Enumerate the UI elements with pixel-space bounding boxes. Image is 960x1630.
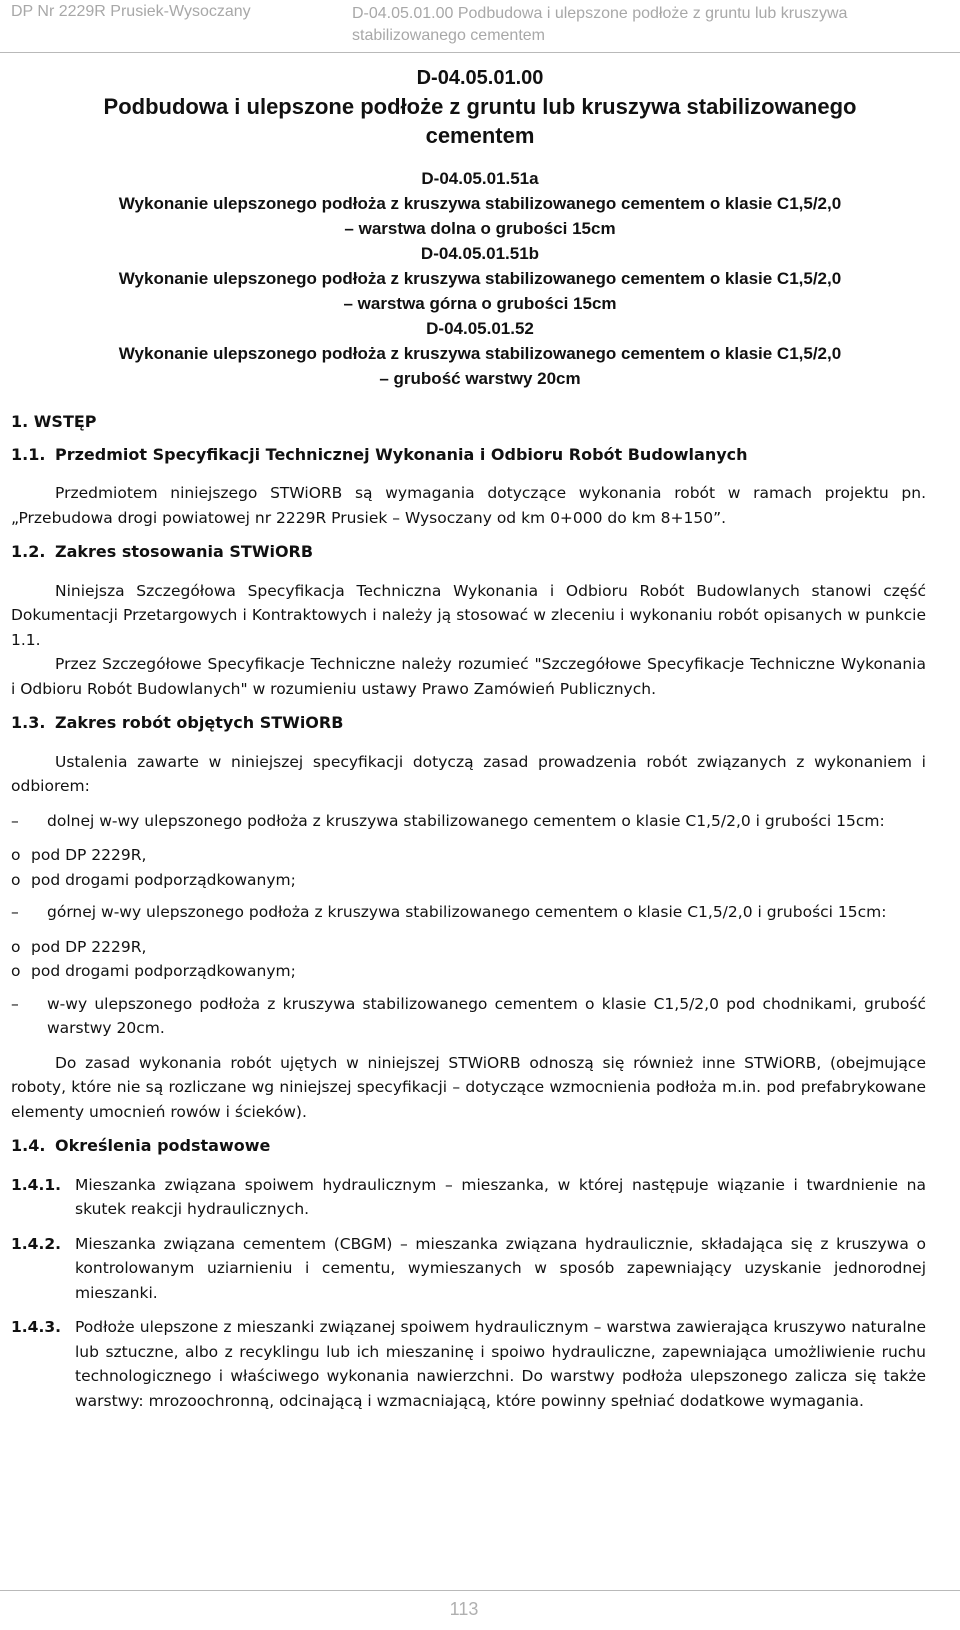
sub-list [11,935,926,984]
circle-bullet: o [11,846,21,864]
subsection-title: Określenia podstawowe [55,1136,271,1155]
list-item [11,992,926,1041]
header-spec-title [352,3,952,47]
subsection-number: 1.4. [11,1136,46,1155]
sub-spec-title: – warstwa dolna o grubości 15cm [344,219,616,238]
paragraph: Do zasad wykonania robót ujętych w niniejszej STWiORB odnoszą się również inne STWiORB, (obejmujące roboty, które nie są rozliczane wg niniejszej specyfikacji – dotyczące wzmocnienia podłoża m.in. pod prefabrykowane elementy umocnień rowów i ścieków). [11,1053,926,1121]
circle-bullet: o [11,962,21,980]
sub-spec-code: D-04.05.01.51b [420,244,540,263]
document-titles [0,64,960,391]
definition-text: Podłoże ulepszone z mieszanki związanej spoiwem hydraulicznym – warstwa zawierająca kruszywo naturalne lub sztuczne, albo z recyklingu lub ich mieszaninę i spoiwo hydrauliczne, zapewniająca umożliwienie ruchu technologicznego i właściwego wykonania nawierzchni. Do warstwy podłoża ulepszonego zalicza się także warstwy: mrozoochronną, odcinającą i wzmacniającą, które powinny spełniać dodatkowe wymagania. [75,1318,926,1410]
main-spec-title-line1: Podbudowa i ulepszone podłoże z gruntu lub kruszywa stabilizowanego [103,94,857,119]
definition-number: 1.4.1. [11,1175,62,1194]
sub-spec-title: Wykonanie ulepszonego podłoża z kruszywa stabilizowanego cementem o klasie C1,5/2,0 [118,194,842,213]
circle-bullet: o [11,937,21,956]
subsection-number: 1.2. [11,542,46,561]
sub-list-item [11,868,926,893]
subsection-number: 1.1. [11,444,46,464]
sub-list-item-text: pod DP 2229R, [31,937,147,956]
section-heading: 1. WSTĘP [11,412,97,431]
subsection-heading [11,711,926,736]
dash-bullet: – [11,994,19,1013]
sub-list-item-text: pod DP 2229R, [31,846,147,864]
list-item [11,809,926,834]
list-item-text: dolnej w-wy ulepszonego podłoża z kruszywa stabilizowanego cementem o klasie C1,5/2,0 i grubości 15cm: [47,811,885,830]
header-spec-line2: stabilizowanego cementem [352,27,545,44]
definition-item [11,1232,926,1306]
paragraph: Przez Szczegółowe Specyfikacje Techniczne należy rozumieć "Szczegółowe Specyfikacje Techniczne Wykonania i Odbioru Robót Budowlanych" w rozumieniu ustawy Prawo Zamówień Publicznych. [11,655,926,698]
sub-list-item [11,959,926,984]
sub-spec-code: D-04.05.01.51a [421,169,539,188]
subsection-heading [11,443,926,468]
circle-bullet: o [11,870,21,889]
sub-spec-title: – grubość warstwy 20cm [379,369,581,388]
paragraph: Ustalenia zawarte w niniejszej specyfikacji dotyczą zasad prowadzenia robót związanych z wykonaniem i odbiorem: [11,752,926,795]
subsection-number: 1.3. [11,713,46,732]
subsection-heading [11,1134,926,1159]
main-spec-code: D-04.05.01.00 [416,67,544,89]
definition-number: 1.4.2. [11,1234,62,1253]
subsection-title: Przedmiot Specyfikacji Technicznej Wykonania i Odbioru Robót Budowlanych [55,444,748,464]
subsection-heading [11,540,926,565]
page-footer [0,1590,960,1630]
definition-item [11,1173,926,1222]
sub-spec-title: Wykonanie ulepszonego podłoża z kruszywa stabilizowanego cementem o klasie C1,5/2,0 [118,269,842,288]
definition-text: Mieszanka związana cementem (CBGM) – mieszanka związana hydraulicznie, składająca się z kruszywa o kontrolowanym uziarnieniu i cementu, wymieszanych w sposób zapewniający uzyskanie jednorodnej mieszanki. [75,1234,926,1302]
sub-list-item [11,843,926,868]
list-item-text: górnej w-wy ulepszonego podłoża z kruszywa stabilizowanego cementem o klasie C1,5/2,0 i grubości 15cm: [47,903,887,921]
paragraph: Przedmiotem niniejszego STWiORB są wymagania dotyczące wykonania robót w ramach projektu pn. „Przebudowa drogi powiatowej nr 2229R Prusiek – Wysoczany od km 0+000 do km 8+150”. [11,484,926,527]
sub-list-item-text: pod drogami podporządkowanym; [31,870,296,889]
document-body [11,410,926,1423]
definition-number: 1.4.3. [11,1318,62,1336]
sub-list-item-text: pod drogami podporządkowanym; [31,962,296,980]
list-item [11,900,926,925]
main-spec-title-line2: cementem [425,123,535,148]
definition-item [11,1315,926,1413]
page-number: 113 [449,1599,479,1619]
subsection-title: Zakres robót objętych STWiORB [55,713,344,732]
definition-text: Mieszanka związana spoiwem hydraulicznym – mieszanka, w której następuje wiązanie i twardnienie na skutek reakcji hydraulicznych. [75,1175,926,1218]
sub-spec-title: – warstwa górna o grubości 15cm [343,294,617,313]
sub-spec-title: Wykonanie ulepszonego podłoża z kruszywa stabilizowanego cementem o klasie C1,5/2,0 [118,344,842,363]
paragraph: Niniejsza Szczegółowa Specyfikacja Techniczna Wykonania i Odbioru Robót Budowlanych stanowi część Dokumentacji Przetargowych i Kontraktowych i należy ją stosować w zleceniu i wykonaniu robót opisanych w punkcie 1.1. [11,581,926,649]
header-spec-line1: D-04.05.01.00 Podbudowa i ulepszone podłoże z gruntu lub kruszywa [352,5,848,22]
sub-spec-code: D-04.05.01.52 [426,319,534,338]
dash-bullet: – [11,903,19,921]
header-project: DP Nr 2229R Prusiek-Wysoczany [11,3,251,20]
dash-bullet: – [11,811,19,830]
sub-list-item [11,935,926,960]
page-header [0,0,960,53]
sub-list [11,843,926,892]
subsection-title: Zakres stosowania STWiORB [55,542,314,561]
list-item-text: w-wy ulepszonego podłoża z kruszywa stabilizowanego cementem o klasie C1,5/2,0 pod chodnikami, grubość warstwy 20cm. [47,994,926,1037]
